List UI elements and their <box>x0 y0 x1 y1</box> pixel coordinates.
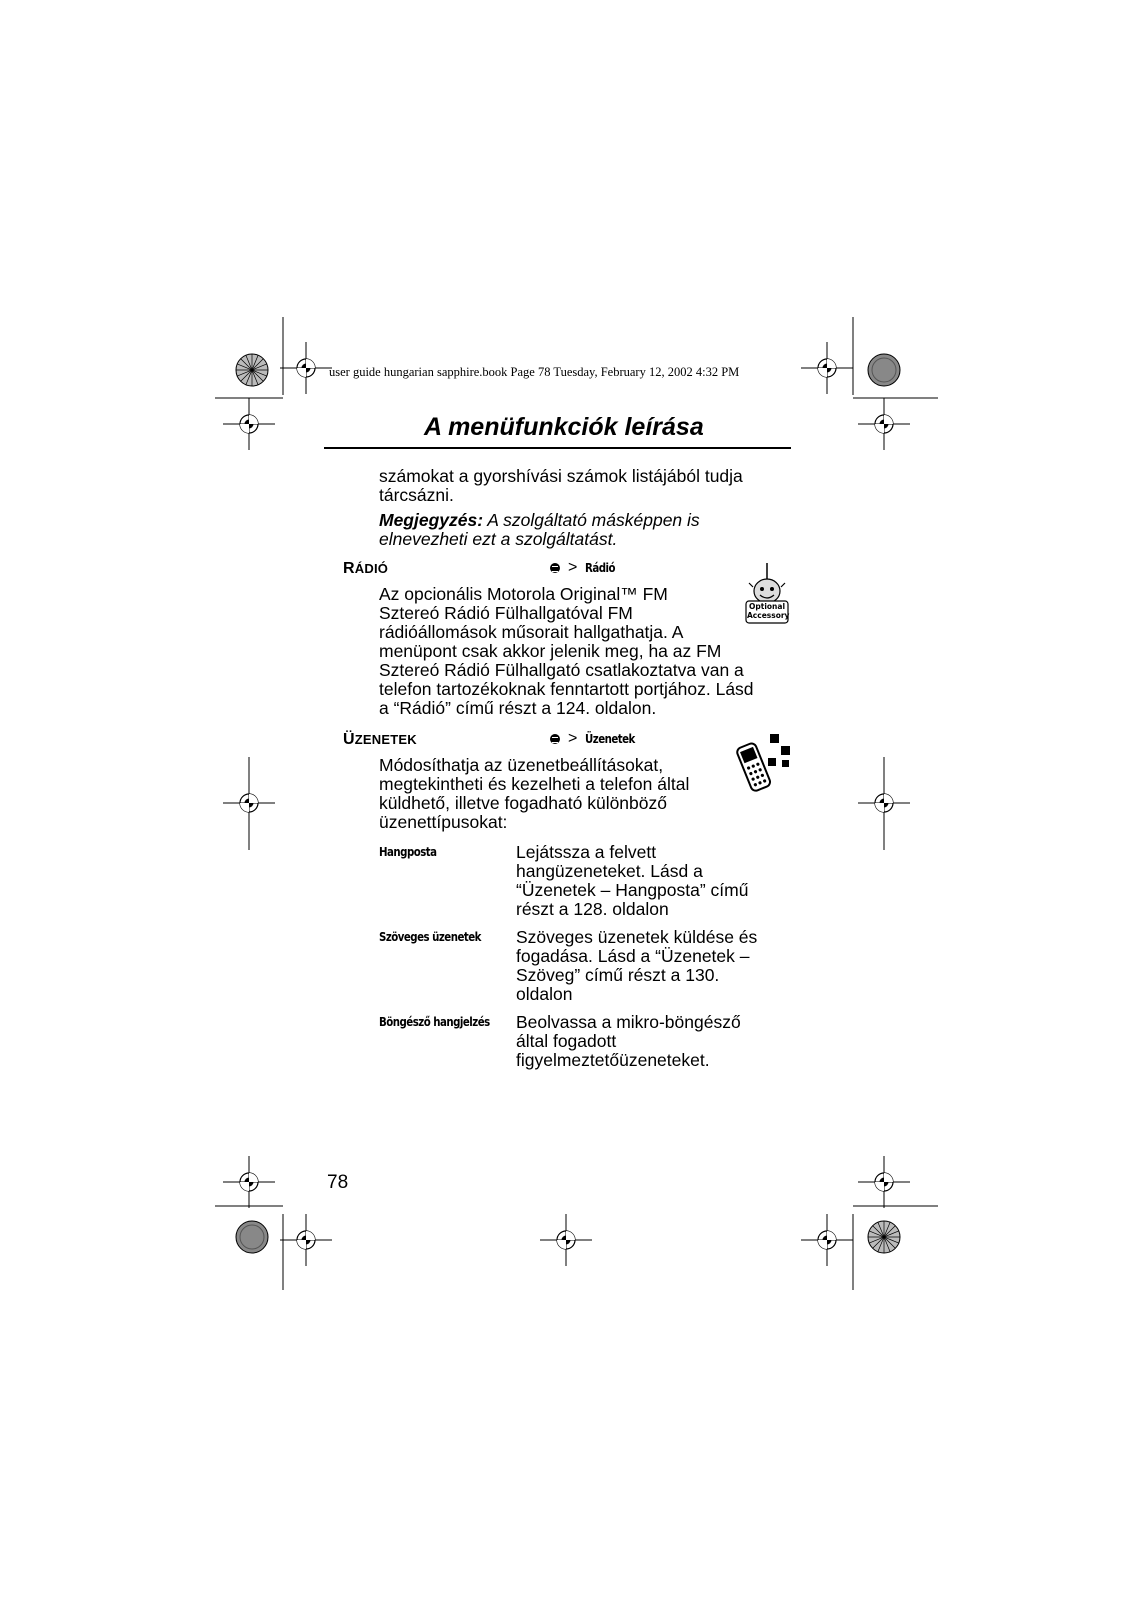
intro-line-2: tárcsázni. <box>379 485 454 505</box>
page-title: A menüfunkciók leírása <box>424 413 704 441</box>
badge-line-1: Optional <box>748 602 786 611</box>
term-hangposta: Hangposta <box>379 845 437 859</box>
radio-line: rádióállomások műsorait hallgathatja. A <box>379 622 684 642</box>
desc-line: “Üzenetek – Hangposta” című <box>516 880 749 900</box>
radio-paragraph <box>379 585 809 718</box>
note-label: Megjegyzés: <box>379 510 484 530</box>
radio-line: Az opcionális Motorola Original™ FM <box>379 584 668 604</box>
page-number: 78 <box>327 1172 349 1193</box>
radio-line: menüpont csak akkor jelenik meg, ha az FM <box>379 641 722 661</box>
desc-hangposta <box>516 843 816 919</box>
desc-line: Szöveg” című részt a 130. <box>516 965 720 985</box>
desc-line: fogadása. Lásd a “Üzenetek – <box>516 946 750 966</box>
desc-szoveges-uzenetek <box>516 928 816 1004</box>
desc-line: oldalon <box>516 984 573 1004</box>
desc-line: figyelmeztetőüzeneteket. <box>516 1050 710 1070</box>
desc-line: Beolvassa a mikro-böngésző <box>516 1012 741 1032</box>
section-heading-radio: RÁDIÓ <box>343 560 389 577</box>
badge-line-2: Accessory <box>747 611 790 620</box>
desc-line: hangüzeneteket. Lásd a <box>516 861 703 881</box>
note-text-1: A szolgáltató másképpen is <box>483 510 700 530</box>
menu-path-messages: > Üzenetek <box>550 730 644 748</box>
messages-line: üzenettípusokat: <box>379 812 508 832</box>
messages-line: megtekintheti és kezelheti a telefon által <box>379 774 690 794</box>
radio-line: a “Rádió” című részt a 124. oldalon. <box>379 698 657 718</box>
messages-line: Módosíthatja az üzenetbeállításokat, <box>379 755 664 775</box>
desc-line: Szöveges üzenetek küldése és <box>516 927 758 947</box>
note-text-2: elnevezheti ezt a szolgáltatást. <box>379 529 618 549</box>
desc-bongeszo-hangjelzes <box>516 1013 816 1070</box>
desc-line: által fogadott <box>516 1031 617 1051</box>
messages-paragraph <box>379 756 719 832</box>
radio-line: Sztereó Rádió Fülhallgató csatlakoztatva van a <box>379 660 744 680</box>
menu-key-icon <box>550 734 560 744</box>
term-szoveges-uzenetek: Szöveges üzenetek <box>379 930 481 944</box>
desc-line: részt a 128. oldalon <box>516 899 669 919</box>
intro-paragraph <box>379 467 799 505</box>
section-heading-messages: ÜZENETEK <box>343 731 417 748</box>
desc-line: Lejátssza a felvett <box>516 842 657 862</box>
intro-line-1: számokat a gyorshívási számok listájából tudja <box>379 466 743 486</box>
file-info-header: user guide hungarian sapphire.book Page 78 Tuesday, February 12, 2002 4:32 PM <box>329 365 740 379</box>
note-paragraph <box>379 511 799 549</box>
title-rule <box>324 447 791 449</box>
network-feature-phone-icon <box>736 734 802 796</box>
messages-line: küldhető, illetve fogadható különböző <box>379 793 667 813</box>
radio-line: telefon tartozékoknak fenntartott portjához. Lásd <box>379 679 754 699</box>
term-bongeszo-hangjelzes: Böngésző hangjelzés <box>379 1015 490 1029</box>
menu-path-radio: > Rádió <box>550 559 621 577</box>
radio-line: Sztereó Rádió Fülhallgatóval FM <box>379 603 633 623</box>
menu-key-icon <box>550 563 560 573</box>
